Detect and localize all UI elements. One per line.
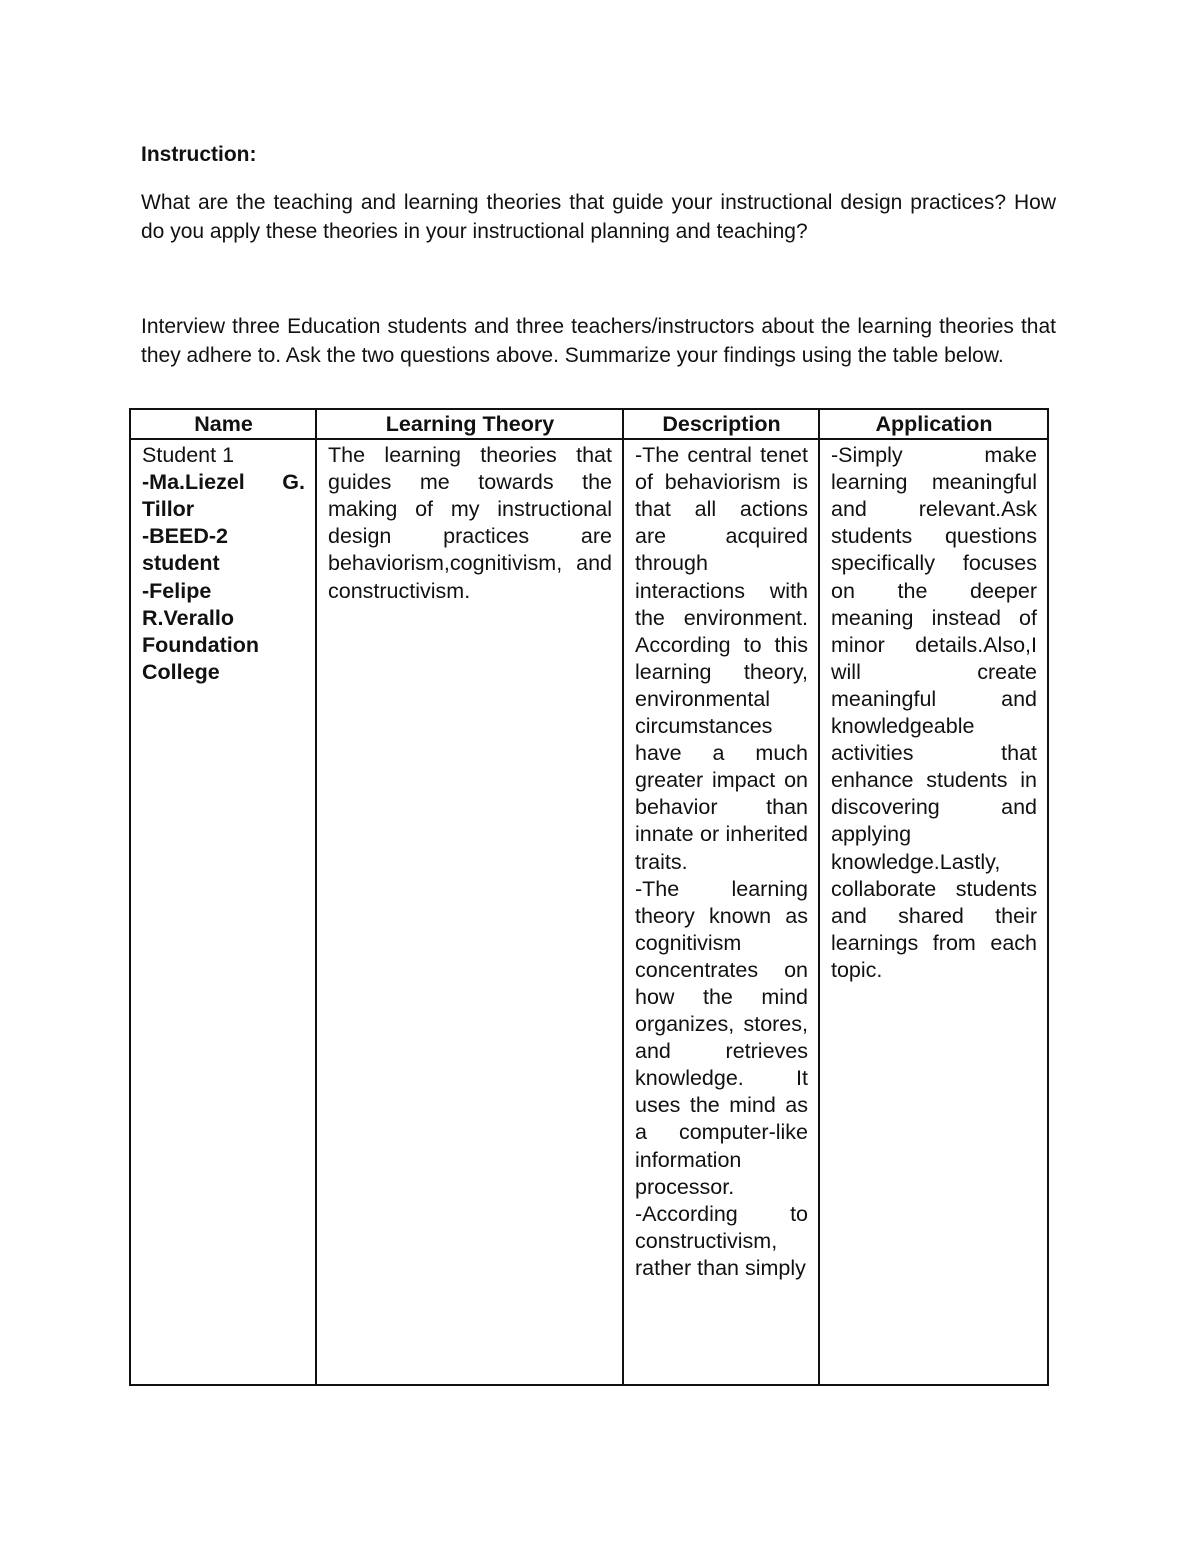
cell-description <box>623 439 819 1385</box>
respondent-name: -Ma.Liezel G. Tillor <box>142 470 305 522</box>
respondent-label: Student 1 <box>142 443 235 468</box>
cell-learning-theory: The learning theories that guides me towards the making of my instructional design practices are behaviorism,cognitivism, and constructivism. <box>316 439 623 1385</box>
table-row <box>130 439 1048 1385</box>
respondent-course: -BEED-2 student <box>142 524 229 576</box>
cell-application: -Simply make learning meaningful and relevant.Ask students questions specifically focuses on the deeper meaning instead of minor details.Also,I will create meaningful and knowledgeable activities that enhance students in discovering and applying knowledge.Lastly, collaborate students and shared their learnings from each topic. <box>819 439 1048 1385</box>
header-learning-theory: Learning Theory <box>316 409 623 439</box>
instruction-questions: What are the teaching and learning theories that guide your instructional design practices? How do you apply these theories in your instructional planning and teaching? <box>141 191 1056 243</box>
table-header-row <box>130 409 1048 439</box>
instruction-section <box>141 140 1056 386</box>
instruction-task: Interview three Education students and three teachers/instructors about the learning theories that they adhere to. Ask the two questions above. Summarize your findings using the table below. <box>141 315 1056 367</box>
instruction-heading: Instruction: <box>141 143 257 166</box>
header-description: Description <box>623 409 819 439</box>
respondent-school: -Felipe R.Verallo Foundation College <box>142 578 260 684</box>
header-name: Name <box>130 409 316 439</box>
findings-table <box>129 408 1049 1386</box>
description-behaviorism: -The central tenet of behaviorism is that all actions are acquired through interactions with the environment. According to this learning theory, environmental circumstances have a much greater impact on behavior than innate or inherited traits. <box>635 443 808 874</box>
description-cognitivism: -The learning theory known as cognitivism concentrates on how the mind organizes, stores, and retrieves knowledge. It uses the mind as a computer-like information processor. <box>635 876 808 1199</box>
header-application: Application <box>819 409 1048 439</box>
cell-name <box>130 439 316 1385</box>
description-constructivism: -According to constructivism, rather than simply <box>635 1201 808 1280</box>
